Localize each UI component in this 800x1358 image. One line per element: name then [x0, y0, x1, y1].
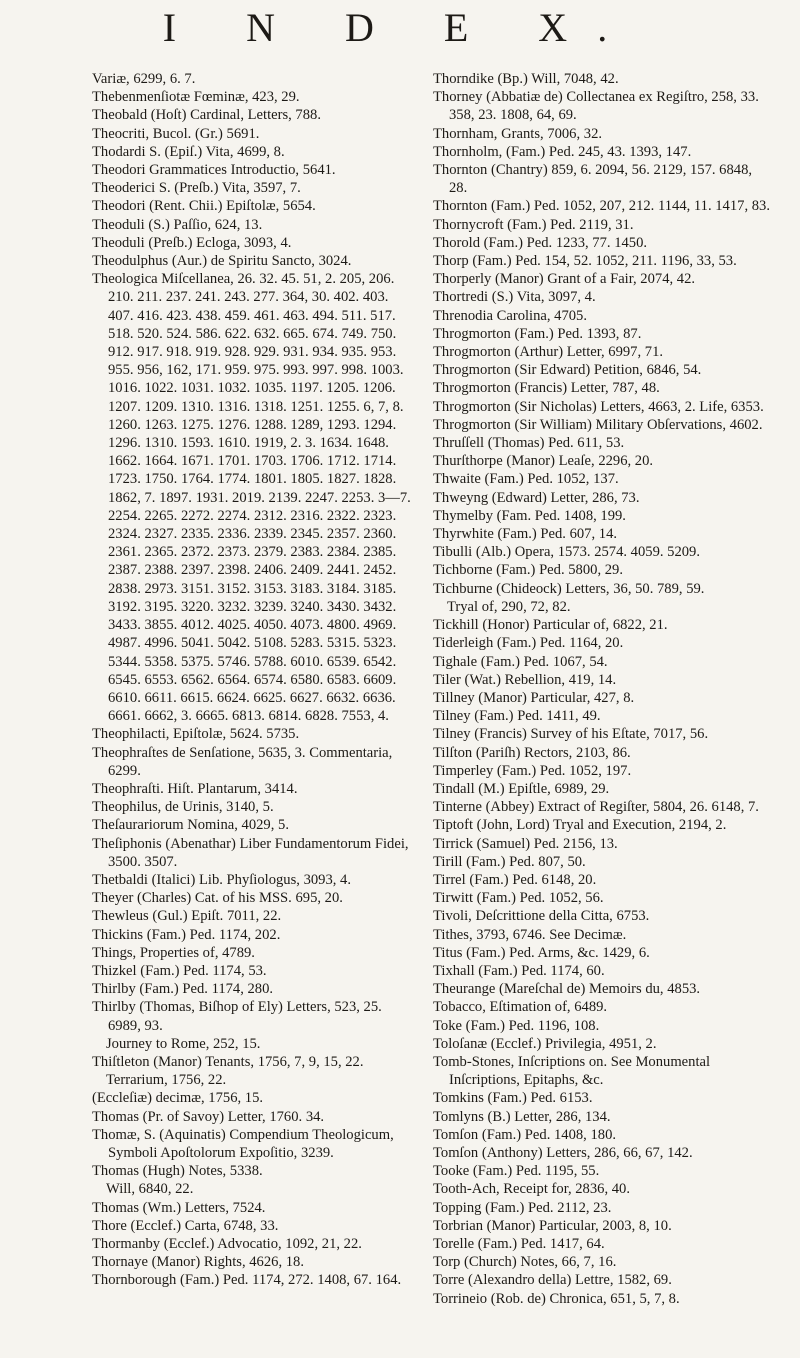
index-entry: Thornton (Chantry) 859, 6. 2094, 56. 2129, 157. 6848, 28.	[433, 162, 753, 197]
index-entry: Throgmorton (Fam.) Ped. 1393, 87.	[433, 325, 642, 342]
index-entry: Toke (Fam.) Ped. 1196, 108.	[433, 1017, 600, 1034]
index-entry: Theodori (Rent. Chii.) Epiſtolæ, 5654.	[92, 198, 316, 215]
index-entry: Tirrel (Fam.) Ped. 6148, 20.	[433, 871, 597, 888]
index-entry: Theoduli (S.) Paſſio, 624, 13.	[92, 216, 263, 233]
index-entry: Throgmorton (Francis) Letter, 787, 48.	[433, 380, 660, 397]
index-entry: Tighale (Fam.) Ped. 1067, 54.	[433, 653, 608, 670]
index-entry: Thomas (Hugh) Notes, 5338.	[92, 1163, 263, 1180]
index-entry: Thormanby (Ecclef.) Advocatio, 1092, 21, 22.	[92, 1236, 362, 1252]
index-entry: Tilney (Fam.) Ped. 1411, 49.	[433, 708, 601, 725]
index-entry: Tomſon (Anthony) Letters, 286, 66, 67, 142.	[433, 1144, 693, 1161]
index-subentry: Journey to Rome, 252, 15.	[106, 1035, 261, 1052]
index-entry: Timperley (Fam.) Ped. 1052, 197.	[433, 762, 632, 779]
index-entry: Thetbaldi (Italici) Lib. Phyſiologus, 3093, 4.	[92, 871, 352, 888]
index-entry: Thodardi S. (Epiſ.) Vita, 4699, 8.	[92, 143, 285, 160]
index-entry: Thornycroft (Fam.) Ped. 2119, 31.	[433, 216, 634, 233]
index-entry: Theophilacti, Epiſtolæ, 5624. 5735.	[92, 726, 300, 743]
index-entry: Tichborne (Fam.) Ped. 5800, 29.	[433, 562, 623, 579]
index-entry: Tixhall (Fam.) Ped. 1174, 60.	[433, 962, 605, 979]
index-subentry: Tryal of, 290, 72, 82.	[447, 598, 571, 615]
index-entry: Thewleus (Gul.) Epiſt. 7011, 22.	[92, 908, 282, 925]
index-entry: Thebenmenſiotæ Fœminæ, 423, 29.	[92, 89, 300, 106]
index-entry: Throgmorton (Arthur) Letter, 6997, 71.	[433, 344, 664, 361]
index-entry: Theophraſtes de Senſatione, 5635, 3. Commentaria, 6299.	[92, 744, 393, 779]
index-subentry: Will, 6840, 22.	[106, 1181, 194, 1198]
index-entry: Thymelby (Fam. Ped. 1408, 199.	[433, 507, 626, 524]
index-entry: Tooth-Ach, Receipt for, 2836, 40.	[433, 1181, 630, 1198]
index-entry: Thwaite (Fam.) Ped. 1052, 137.	[433, 471, 619, 488]
left-column	[92, 70, 412, 1290]
index-entry: Tomb-Stones, Inſcriptions on. See Monumental Inſcriptions, Epitaphs, &c.	[433, 1053, 711, 1089]
index-entry: Tirill (Fam.) Ped. 807, 50.	[433, 853, 586, 870]
index-entry: Thyrwhite (Fam.) Ped. 607, 14.	[433, 526, 618, 543]
right-column	[433, 70, 773, 1308]
index-entry: Theodori Grammatices Introductio, 5641.	[92, 162, 336, 179]
index-entry: Throgmorton (Sir William) Military Obſervations, 4602.	[433, 416, 763, 433]
index-entry: Things, Properties of, 4789.	[92, 944, 255, 961]
index-entry: Thorp (Fam.) Ped. 154, 52. 1052, 211. 1196, 33, 53.	[433, 253, 737, 270]
index-entry: Torelle (Fam.) Ped. 1417, 64.	[433, 1236, 605, 1252]
index-entry: Throgmorton (Sir Nicholas) Letters, 4663, 2. Life, 6353.	[433, 398, 764, 415]
index-entry: Tooke (Fam.) Ped. 1195, 55.	[433, 1163, 600, 1180]
index-entry: Toloſanæ (Ecclef.) Privilegia, 4951, 2.	[433, 1035, 657, 1052]
index-entry: (Eccleſiæ) decimæ, 1756, 15.	[92, 1090, 264, 1107]
index-entry: Thomas (Pr. of Savoy) Letter, 1760. 34.	[92, 1108, 325, 1125]
index-entry: Threnodia Carolina, 4705.	[433, 307, 588, 324]
index-entry: Thorold (Fam.) Ped. 1233, 77. 1450.	[433, 234, 648, 251]
index-entry: Torp (Church) Notes, 66, 7, 16.	[433, 1254, 617, 1271]
index-entry: Titus (Fam.) Ped. Arms, &c. 1429, 6.	[433, 944, 650, 961]
index-entry: Thore (Ecclef.) Carta, 6748, 33.	[92, 1217, 279, 1234]
index-entry: Tilney (Francis) Survey of his Eſtate, 7017, 56.	[433, 726, 709, 743]
index-entry: Theyer (Charles) Cat. of his MSS. 695, 20.	[92, 890, 343, 907]
index-entry: Theſaurariorum Nomina, 4029, 5.	[92, 817, 289, 834]
index-entry: Tiderleigh (Fam.) Ped. 1164, 20.	[433, 635, 624, 652]
index-entry: Tiler (Wat.) Rebellion, 419, 14.	[433, 671, 617, 688]
index-entry: Thornham, Grants, 7006, 32.	[433, 125, 603, 142]
index-entry: Torbrian (Manor) Particular, 2003, 8, 10.	[433, 1217, 672, 1234]
index-entry: Thickins (Fam.) Ped. 1174, 202.	[92, 926, 281, 943]
index-entry: Thomæ, S. (Aquinatis) Compendium Theologicum, Symboli Apoſtolorum Expoſitio, 3239.	[92, 1126, 394, 1161]
index-entry: Thornaye (Manor) Rights, 4626, 18.	[92, 1254, 304, 1271]
index-entry: Tibulli (Alb.) Opera, 1573. 2574. 4059. 5209.	[433, 544, 701, 561]
index-entry: Tithes, 3793, 6746. See Decimæ.	[433, 926, 627, 943]
index-entry: Torrineio (Rob. de) Chronica, 651, 5, 7, 8.	[433, 1290, 680, 1307]
index-entry: Thurſthorpe (Manor) Leaſe, 2296, 20.	[433, 453, 654, 470]
index-entry: Theodulphus (Aur.) de Spiritu Sancto, 3024.	[92, 253, 352, 270]
index-entry: Tickhill (Honor) Particular of, 6822, 21.	[433, 617, 668, 634]
index-entry: Theurange (Mareſchal de) Memoirs du, 4853.	[433, 981, 701, 998]
index-entry: Tiptoft (John, Lord) Tryal and Execution, 2194, 2.	[433, 817, 727, 834]
index-entry: Thorperly (Manor) Grant of a Fair, 2074, 42.	[433, 271, 696, 288]
index-entry: Tomſon (Fam.) Ped. 1408, 180.	[433, 1126, 617, 1143]
index-entry: Tillney (Manor) Particular, 427, 8.	[433, 689, 635, 706]
index-entry: Thorndike (Bp.) Will, 7048, 42.	[433, 71, 619, 87]
index-entry: Tirwitt (Fam.) Ped. 1052, 56.	[433, 890, 604, 907]
index-entry: Tobacco, Eſtimation of, 6489.	[433, 999, 608, 1016]
index-entry: Tindall (M.) Epiſtle, 6989, 29.	[433, 780, 610, 797]
index-entry: Thizkel (Fam.) Ped. 1174, 53.	[92, 962, 267, 979]
page-heading: I N D E X.	[162, 5, 638, 50]
index-entry: Thornborough (Fam.) Ped. 1174, 272. 1408, 67. 164.	[92, 1272, 402, 1289]
index-entry: Tilſton (Pariſh) Rectors, 2103, 86.	[433, 744, 631, 761]
index-entry: Thortredi (S.) Vita, 3097, 4.	[433, 289, 596, 306]
index-entry: Tichburne (Chideock) Letters, 36, 50. 789, 59.	[433, 580, 705, 597]
index-entry: Thiſtleton (Manor) Tenants, 1756, 7, 9, 15, 22.	[92, 1053, 364, 1070]
index-entry: Variæ, 6299, 6. 7.	[92, 71, 196, 87]
index-entry: Theologica Miſcellanea, 26. 32. 45. 51, 2. 205, 206. 210. 211. 237. 241. 243. 277. 364, 30. 402. 403. 407. 416. 423. 438. 459. 461. 463. 494. 511. 517. 518. 520. 524. 586. 622. 632. 665. 674. 749. 750. 912. 917. 918. 919. 928. 929. 931. 934. 935. 953. 955. 956, 162, 171. 959. 975. 993. 997. 998. 1003. 1016. 1022. 1031. 1032. 1035. 1197. 1205. 1206. 1207. 1209. 1310. 1316. 1318. 1251. 1255. 6, 7, 8. 1260. 1263. 1275. 1276. 1288. 1289, 1293. 1294. 1296. 1310. 1593. 1610. 1919, 2. 3. 1634. 1648. 1662. 1664. 1671. 1701. 1703. 1706. 1712. 1714. 1723. 1750. 1764. 1774. 1801. 1805. 1827. 1828. 1862, 7. 1897. 1931. 2019. 2139. 2247. 2253. 3—7. 2254. 2265. 2272. 2274. 2312. 2316. 2322. 2323. 2324. 2327. 2335. 2336. 2339. 2345. 2357. 2360. 2361. 2365. 2372. 2373. 2379. 2383. 2384. 2385. 2387. 2388. 2397. 2398. 2406. 2409. 2441. 2452. 2838. 2973. 3151. 3152. 3153. 3183. 3184. 3185. 3192. 3195. 3220. 3232. 3239. 3240. 3430. 3432. 3433. 3855. 4012. 4025. 4050. 4073. 4800. 4969. 4987. 4996. 5041. 5042. 5108. 5283. 5315. 5323. 5344. 5358. 5375. 5746. 5788. 6010. 6539. 6542. 6545. 6553. 6562. 6564. 6574. 6580. 6583. 6609. 6610. 6611. 6615. 6624. 6625. 6627. 6632. 6636. 6661. 6662, 3. 6665. 6813. 6814. 6828. 7553, 4.	[92, 271, 411, 725]
index-entry: Thomas (Wm.) Letters, 7524.	[92, 1199, 266, 1216]
index-entry: Tinterne (Abbey) Extract of Regiſter, 5804, 26. 6148, 7.	[433, 799, 759, 816]
index-entry: Thorney (Abbatiæ de) Collectanea ex Regiſtro, 258, 33. 358, 23. 1808, 64, 69.	[433, 89, 759, 124]
index-entry: Theſiphonis (Abenathar) Liber Fundamentorum Fidei, 3500. 3507.	[92, 835, 409, 870]
index-entry: Theobald (Hoſt) Cardinal, Letters, 788.	[92, 107, 321, 124]
index-entry: Theocriti, Bucol. (Gr.) 5691.	[92, 125, 260, 142]
index-entry: Thirlby (Fam.) Ped. 1174, 280.	[92, 981, 274, 998]
index-entry: Tirrick (Samuel) Ped. 2156, 13.	[433, 835, 618, 852]
index-entry: Topping (Fam.) Ped. 2112, 23.	[433, 1199, 612, 1216]
index-entry: Tomkins (Fam.) Ped. 6153.	[433, 1090, 593, 1107]
index-subentry: Terrarium, 1756, 22.	[106, 1072, 227, 1089]
index-entry: Throgmorton (Sir Edward) Petition, 6846, 54.	[433, 362, 702, 379]
index-entry: Thruſſell (Thomas) Ped. 611, 53.	[433, 435, 625, 452]
index-entry: Tomlyns (B.) Letter, 286, 134.	[433, 1108, 611, 1125]
index-entry: Theoduli (Preſb.) Ecloga, 3093, 4.	[92, 234, 292, 251]
index-entry: Theoderici S. (Preſb.) Vita, 3597, 7.	[92, 180, 301, 197]
index-entry: Theophilus, de Urinis, 3140, 5.	[92, 799, 274, 816]
index-entry: Thornholm, (Fam.) Ped. 245, 43. 1393, 147.	[433, 143, 692, 160]
index-entry: Thornton (Fam.) Ped. 1052, 207, 212. 1144, 11. 1417, 83.	[433, 198, 770, 215]
index-entry: Tivoli, Deſcrittione della Citta, 6753.	[433, 908, 650, 925]
index-entry: Thirlby (Thomas, Biſhop of Ely) Letters, 523, 25. 6989, 93.	[92, 999, 382, 1034]
index-entry: Torre (Alexandro della) Lettre, 1582, 69.	[433, 1272, 672, 1289]
index-entry: Theophraſti. Hiſt. Plantarum, 3414.	[92, 780, 298, 797]
index-entry: Thweyng (Edward) Letter, 286, 73.	[433, 489, 640, 506]
